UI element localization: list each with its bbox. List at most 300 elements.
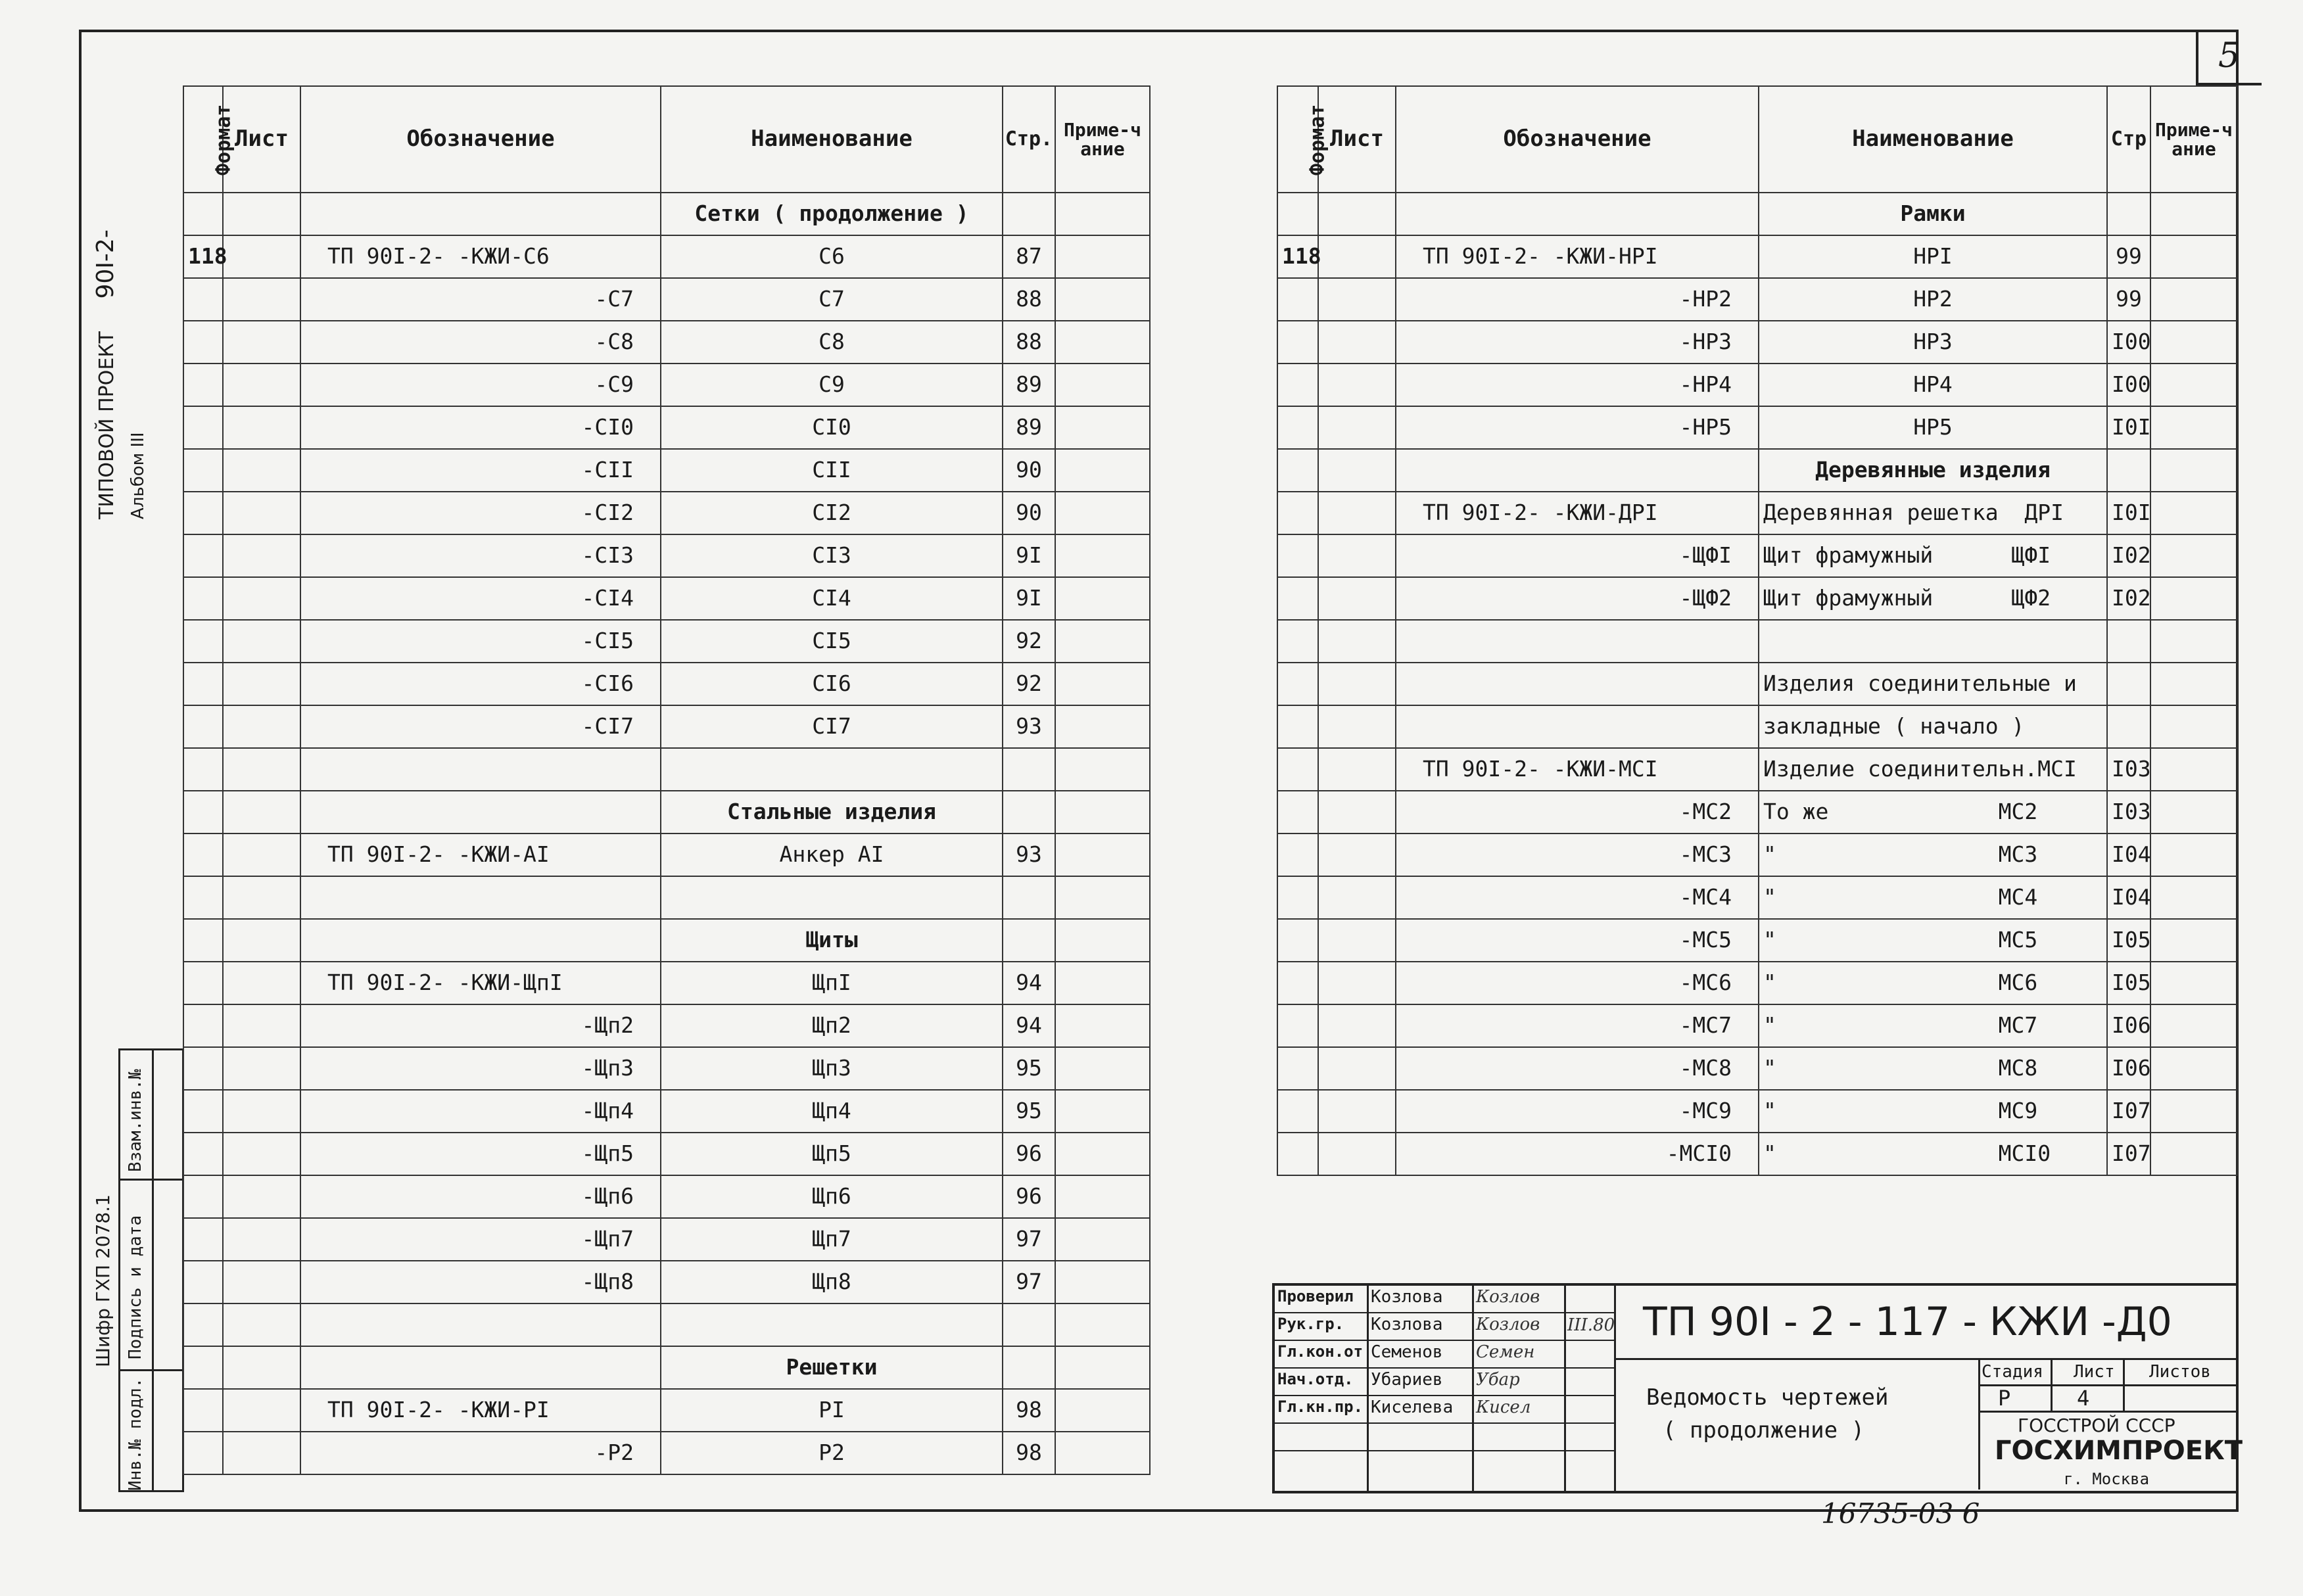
table-row <box>183 1047 1150 1090</box>
row-name: закладные ( начало ) <box>1759 705 2107 748</box>
row-designation: -НР2 <box>1396 278 1759 321</box>
table-row <box>183 193 1150 235</box>
signature: Убар <box>1476 1370 1520 1390</box>
row-designation <box>1396 193 1759 235</box>
row-designation <box>300 748 661 791</box>
row-page: I05 <box>2107 919 2150 962</box>
row-sheet <box>1318 449 1396 492</box>
table-row <box>183 962 1150 1004</box>
row-note <box>1055 278 1150 321</box>
table-row <box>183 876 1150 919</box>
sheet-number-box <box>2196 30 2262 85</box>
row-sheet <box>223 1261 300 1303</box>
table-row <box>183 235 1150 278</box>
row-note <box>2150 1133 2237 1175</box>
row-format <box>1277 193 1318 235</box>
row-name: Щиты <box>661 919 1003 962</box>
row-page: I07 <box>2107 1133 2150 1175</box>
row-page: 90 <box>1003 449 1055 492</box>
row-sheet <box>223 1004 300 1047</box>
row-page: 93 <box>1003 833 1055 876</box>
row-page: I0I <box>2107 492 2150 534</box>
table-row <box>183 278 1150 321</box>
row-page: I04 <box>2107 833 2150 876</box>
row-designation: -НР3 <box>1396 321 1759 364</box>
row-page: 94 <box>1003 962 1055 1004</box>
row-name: НРI <box>1759 235 2107 278</box>
signature: Кисел <box>1476 1397 1531 1417</box>
row-page <box>2107 449 2150 492</box>
row-name <box>661 748 1003 791</box>
row-name: Щп6 <box>661 1175 1003 1218</box>
row-note <box>1055 321 1150 364</box>
row-designation: -МС3 <box>1396 833 1759 876</box>
row-format <box>183 449 223 492</box>
row-sheet <box>223 663 300 705</box>
title-block <box>1272 1283 2243 1493</box>
row-note <box>1055 962 1150 1004</box>
side-shifr-label: Шифр ГХП 2078.1 <box>92 1194 114 1367</box>
row-designation: ТП 90I-2- -КЖИ-АI <box>300 833 661 876</box>
row-designation: -СI2 <box>300 492 661 534</box>
row-name: " МС9 <box>1759 1090 2107 1133</box>
row-page: I06 <box>2107 1004 2150 1047</box>
row-sheet <box>223 1389 300 1432</box>
row-format <box>1277 321 1318 364</box>
bottom-stamp: 16735-03 6 <box>1821 1497 1980 1530</box>
row-sheet <box>223 406 300 449</box>
row-page: 96 <box>1003 1133 1055 1175</box>
stamp-replace-label: Взам.инв.№ <box>126 1069 145 1172</box>
row-designation: -СI3 <box>300 534 661 577</box>
row-sheet <box>1318 321 1396 364</box>
table-row <box>183 449 1150 492</box>
table-row <box>1277 534 2237 577</box>
row-sheet <box>1318 833 1396 876</box>
row-name: Щит фрамужный ЩФ2 <box>1759 577 2107 620</box>
row-note <box>2150 492 2237 534</box>
row-sheet <box>1318 364 1396 406</box>
row-page: 97 <box>1003 1218 1055 1261</box>
row-name: Щп8 <box>661 1261 1003 1303</box>
row-name: СI5 <box>661 620 1003 663</box>
row-note <box>1055 193 1150 235</box>
table-row <box>183 1389 1150 1432</box>
table-row <box>183 406 1150 449</box>
row-designation: -МС2 <box>1396 791 1759 833</box>
row-name: НР5 <box>1759 406 2107 449</box>
row-sheet <box>223 235 300 278</box>
row-designation: -СI0 <box>300 406 661 449</box>
row-sheet <box>1318 748 1396 791</box>
table-row <box>1277 919 2237 962</box>
row-designation: -Щп6 <box>300 1175 661 1218</box>
table-row <box>1277 962 2237 1004</box>
side-stamp-box <box>118 1048 184 1492</box>
row-designation: ТП 90I-2- -КЖИ-ДРI <box>1396 492 1759 534</box>
row-format <box>183 534 223 577</box>
table-row <box>183 1218 1150 1261</box>
row-name: То же МС2 <box>1759 791 2107 833</box>
row-name: НР4 <box>1759 364 2107 406</box>
row-designation: -СI4 <box>300 577 661 620</box>
row-sheet <box>223 1218 300 1261</box>
row-note <box>2150 748 2237 791</box>
row-designation: -Щп7 <box>300 1218 661 1261</box>
row-page: I04 <box>2107 876 2150 919</box>
row-sheet <box>223 748 300 791</box>
row-designation: -МС9 <box>1396 1090 1759 1133</box>
header-page: Стр <box>2107 86 2150 193</box>
row-format <box>183 833 223 876</box>
row-sheet <box>223 321 300 364</box>
row-note <box>1055 449 1150 492</box>
row-sheet <box>223 193 300 235</box>
row-note <box>1055 919 1150 962</box>
table-row <box>183 919 1150 962</box>
table-row <box>1277 364 2237 406</box>
row-format <box>183 492 223 534</box>
row-format <box>183 1047 223 1090</box>
row-sheet <box>1318 406 1396 449</box>
row-format <box>1277 278 1318 321</box>
row-name: Щп7 <box>661 1218 1003 1261</box>
row-designation: -Щп5 <box>300 1133 661 1175</box>
row-format: 118 <box>1277 235 1318 278</box>
row-page: 93 <box>1003 705 1055 748</box>
row-name: Щит фрамужный ЩФI <box>1759 534 2107 577</box>
row-sheet <box>223 620 300 663</box>
row-note <box>2150 193 2237 235</box>
row-page <box>2107 705 2150 748</box>
row-format <box>183 364 223 406</box>
row-format <box>1277 748 1318 791</box>
table-row <box>183 748 1150 791</box>
row-page: 97 <box>1003 1261 1055 1303</box>
row-name: Изделие соединительн.МСI <box>1759 748 2107 791</box>
org-city: г. Москва <box>2064 1470 2150 1488</box>
row-name: С7 <box>661 278 1003 321</box>
table-row <box>183 663 1150 705</box>
row-format <box>1277 620 1318 663</box>
row-note <box>1055 1432 1150 1474</box>
row-name: СI3 <box>661 534 1003 577</box>
row-note <box>2150 1047 2237 1090</box>
row-name <box>1759 620 2107 663</box>
row-note <box>1055 833 1150 876</box>
row-format <box>183 1389 223 1432</box>
table-row <box>1277 278 2237 321</box>
table-row <box>183 791 1150 833</box>
table-row <box>183 1432 1150 1474</box>
row-sheet <box>1318 876 1396 919</box>
header-sheet: Лист <box>223 86 300 193</box>
header-sheet: Лист <box>1318 86 1396 193</box>
table-row <box>1277 1004 2237 1047</box>
row-designation <box>300 919 661 962</box>
row-sheet <box>223 876 300 919</box>
row-designation: ТП 90I-2- -КЖИ-ЩпI <box>300 962 661 1004</box>
side-project-label: ТИПОВОЙ ПРОЕКТ 90I-2- <box>92 229 119 519</box>
row-format <box>1277 449 1318 492</box>
row-sheet <box>223 791 300 833</box>
right-drawings-table <box>1277 85 2238 1176</box>
row-format <box>1277 663 1318 705</box>
row-designation: -ЩФI <box>1396 534 1759 577</box>
row-designation: -Р2 <box>300 1432 661 1474</box>
row-format <box>183 1303 223 1346</box>
stamp-sign-label: Подпись и дата <box>126 1215 145 1359</box>
row-name: СI2 <box>661 492 1003 534</box>
row-page <box>1003 919 1055 962</box>
row-page: 88 <box>1003 321 1055 364</box>
row-note <box>1055 1346 1150 1389</box>
row-format <box>183 1346 223 1389</box>
row-page <box>1003 1346 1055 1389</box>
row-page <box>2107 193 2150 235</box>
row-name: " МС5 <box>1759 919 2107 962</box>
table-row <box>183 833 1150 876</box>
row-note <box>2150 876 2237 919</box>
row-format <box>183 620 223 663</box>
row-name: " МС8 <box>1759 1047 2107 1090</box>
row-page: 99 <box>2107 278 2150 321</box>
row-sheet <box>1318 663 1396 705</box>
table-row <box>1277 235 2237 278</box>
row-note <box>2150 364 2237 406</box>
row-page: 87 <box>1003 235 1055 278</box>
row-designation: -Щп8 <box>300 1261 661 1303</box>
row-sheet <box>1318 620 1396 663</box>
row-name: СI6 <box>661 663 1003 705</box>
row-designation: -МС4 <box>1396 876 1759 919</box>
row-format <box>183 1090 223 1133</box>
row-note <box>1055 364 1150 406</box>
row-page: 99 <box>2107 235 2150 278</box>
row-designation <box>1396 620 1759 663</box>
role-label: Гл.кн.пр. <box>1277 1397 1364 1416</box>
table-row <box>1277 663 2237 705</box>
row-name: ЩпI <box>661 962 1003 1004</box>
row-note <box>1055 1218 1150 1261</box>
row-page <box>1003 791 1055 833</box>
row-note <box>2150 620 2237 663</box>
table-row <box>1277 1133 2237 1175</box>
row-note <box>1055 1175 1150 1218</box>
row-note <box>1055 406 1150 449</box>
row-format <box>183 406 223 449</box>
signature: Козлов <box>1476 1287 1540 1307</box>
row-name <box>661 1303 1003 1346</box>
table-header <box>1277 86 2237 193</box>
row-note <box>1055 534 1150 577</box>
row-name: Р2 <box>661 1432 1003 1474</box>
table-row <box>183 1303 1150 1346</box>
row-page: 88 <box>1003 278 1055 321</box>
row-page: 89 <box>1003 364 1055 406</box>
table-row <box>1277 1047 2237 1090</box>
row-note <box>1055 876 1150 919</box>
row-note <box>2150 833 2237 876</box>
stamp-inv-label: Инв.№ подл. <box>126 1377 145 1491</box>
row-format <box>183 663 223 705</box>
row-page: I00 <box>2107 321 2150 364</box>
person-name: Козлова <box>1371 1315 1443 1334</box>
row-designation: ТП 90I-2- -КЖИ-НРI <box>1396 235 1759 278</box>
row-format <box>183 278 223 321</box>
row-sheet <box>223 577 300 620</box>
row-sheet <box>223 534 300 577</box>
row-page: I02 <box>2107 534 2150 577</box>
row-note <box>2150 791 2237 833</box>
row-name: С6 <box>661 235 1003 278</box>
row-format <box>183 791 223 833</box>
table-row <box>1277 620 2237 663</box>
row-name: Щп3 <box>661 1047 1003 1090</box>
row-note <box>1055 1090 1150 1133</box>
table-row <box>1277 449 2237 492</box>
role-label: Рук.гр. <box>1277 1315 1344 1333</box>
row-format <box>183 919 223 962</box>
table-row <box>183 577 1150 620</box>
row-format <box>1277 705 1318 748</box>
row-name: СI7 <box>661 705 1003 748</box>
row-sheet <box>223 705 300 748</box>
row-name: СI4 <box>661 577 1003 620</box>
row-format <box>183 1432 223 1474</box>
row-page: I0I <box>2107 406 2150 449</box>
table-row <box>1277 492 2237 534</box>
row-page: 96 <box>1003 1175 1055 1218</box>
role-label: Нач.отд. <box>1277 1370 1354 1388</box>
row-page <box>1003 748 1055 791</box>
row-page: 94 <box>1003 1004 1055 1047</box>
row-name: " МСI0 <box>1759 1133 2107 1175</box>
row-format <box>1277 1090 1318 1133</box>
row-format <box>183 1133 223 1175</box>
row-name: С9 <box>661 364 1003 406</box>
header-name: Наименование <box>661 86 1003 193</box>
sheet-label: Лист <box>2074 1362 2115 1382</box>
row-designation <box>300 876 661 919</box>
table-row <box>1277 748 2237 791</box>
row-format <box>1277 492 1318 534</box>
row-format <box>183 193 223 235</box>
person-name: Семенов <box>1371 1342 1443 1362</box>
row-sheet <box>1318 193 1396 235</box>
row-sheet <box>223 1175 300 1218</box>
row-format <box>1277 364 1318 406</box>
row-designation: -СII <box>300 449 661 492</box>
row-designation: -МСI0 <box>1396 1133 1759 1175</box>
row-name <box>661 876 1003 919</box>
row-page: 98 <box>1003 1389 1055 1432</box>
row-name: Изделия соединительные и <box>1759 663 2107 705</box>
stage-value: Р <box>1998 1386 2011 1411</box>
row-designation: ТП 90I-2- -КЖИ-С6 <box>300 235 661 278</box>
sheet-value: 4 <box>2077 1386 2090 1411</box>
row-designation: -МС7 <box>1396 1004 1759 1047</box>
row-name: " МС4 <box>1759 876 2107 919</box>
row-designation <box>1396 449 1759 492</box>
row-sheet <box>223 1090 300 1133</box>
row-designation <box>1396 705 1759 748</box>
row-sheet <box>1318 1004 1396 1047</box>
table-row <box>183 534 1150 577</box>
row-name: НР2 <box>1759 278 2107 321</box>
row-page: I03 <box>2107 791 2150 833</box>
row-designation: ТП 90I-2- -КЖИ-МСI <box>1396 748 1759 791</box>
row-designation: -НР4 <box>1396 364 1759 406</box>
row-note <box>1055 577 1150 620</box>
row-sheet <box>223 962 300 1004</box>
row-format <box>183 1004 223 1047</box>
row-designation: -НР5 <box>1396 406 1759 449</box>
row-sheet <box>223 833 300 876</box>
table-header <box>183 86 1150 193</box>
header-format: Формат <box>1277 86 1318 193</box>
table-row <box>183 1004 1150 1047</box>
row-note <box>1055 1047 1150 1090</box>
row-note <box>1055 1133 1150 1175</box>
row-sheet <box>1318 278 1396 321</box>
row-page: I06 <box>2107 1047 2150 1090</box>
row-name: Анкер АI <box>661 833 1003 876</box>
table-row <box>183 1175 1150 1218</box>
row-format <box>1277 1047 1318 1090</box>
row-note <box>1055 492 1150 534</box>
table-row <box>183 364 1150 406</box>
row-name: Деревянная решетка ДРI <box>1759 492 2107 534</box>
row-sheet <box>1318 1090 1396 1133</box>
row-name: СI0 <box>661 406 1003 449</box>
table-row <box>183 705 1150 748</box>
row-sheet <box>223 492 300 534</box>
row-designation: -С9 <box>300 364 661 406</box>
header-designation: Обозначение <box>300 86 661 193</box>
row-format <box>183 1218 223 1261</box>
row-page: I02 <box>2107 577 2150 620</box>
row-name: Рамки <box>1759 193 2107 235</box>
row-note <box>2150 278 2237 321</box>
role-label: Гл.кон.от <box>1277 1342 1364 1361</box>
row-name: " МС7 <box>1759 1004 2107 1047</box>
row-name: Деревянные изделия <box>1759 449 2107 492</box>
row-page: 92 <box>1003 663 1055 705</box>
row-page: 90 <box>1003 492 1055 534</box>
row-note <box>2150 577 2237 620</box>
row-sheet <box>1318 235 1396 278</box>
row-note <box>1055 791 1150 833</box>
row-format <box>183 705 223 748</box>
row-designation: -СI7 <box>300 705 661 748</box>
person-name: Убариев <box>1371 1370 1443 1390</box>
row-note <box>2150 919 2237 962</box>
row-page: 95 <box>1003 1090 1055 1133</box>
row-designation: ТП 90I-2- -КЖИ-РI <box>300 1389 661 1432</box>
table-row <box>1277 1090 2237 1133</box>
row-sheet <box>223 1346 300 1389</box>
table-row <box>183 321 1150 364</box>
sheets-label: Листов <box>2149 1362 2211 1382</box>
row-designation: -МС5 <box>1396 919 1759 962</box>
row-note <box>1055 748 1150 791</box>
row-name: Стальные изделия <box>661 791 1003 833</box>
row-page <box>2107 620 2150 663</box>
row-page <box>1003 876 1055 919</box>
row-sheet <box>1318 492 1396 534</box>
row-note <box>1055 705 1150 748</box>
